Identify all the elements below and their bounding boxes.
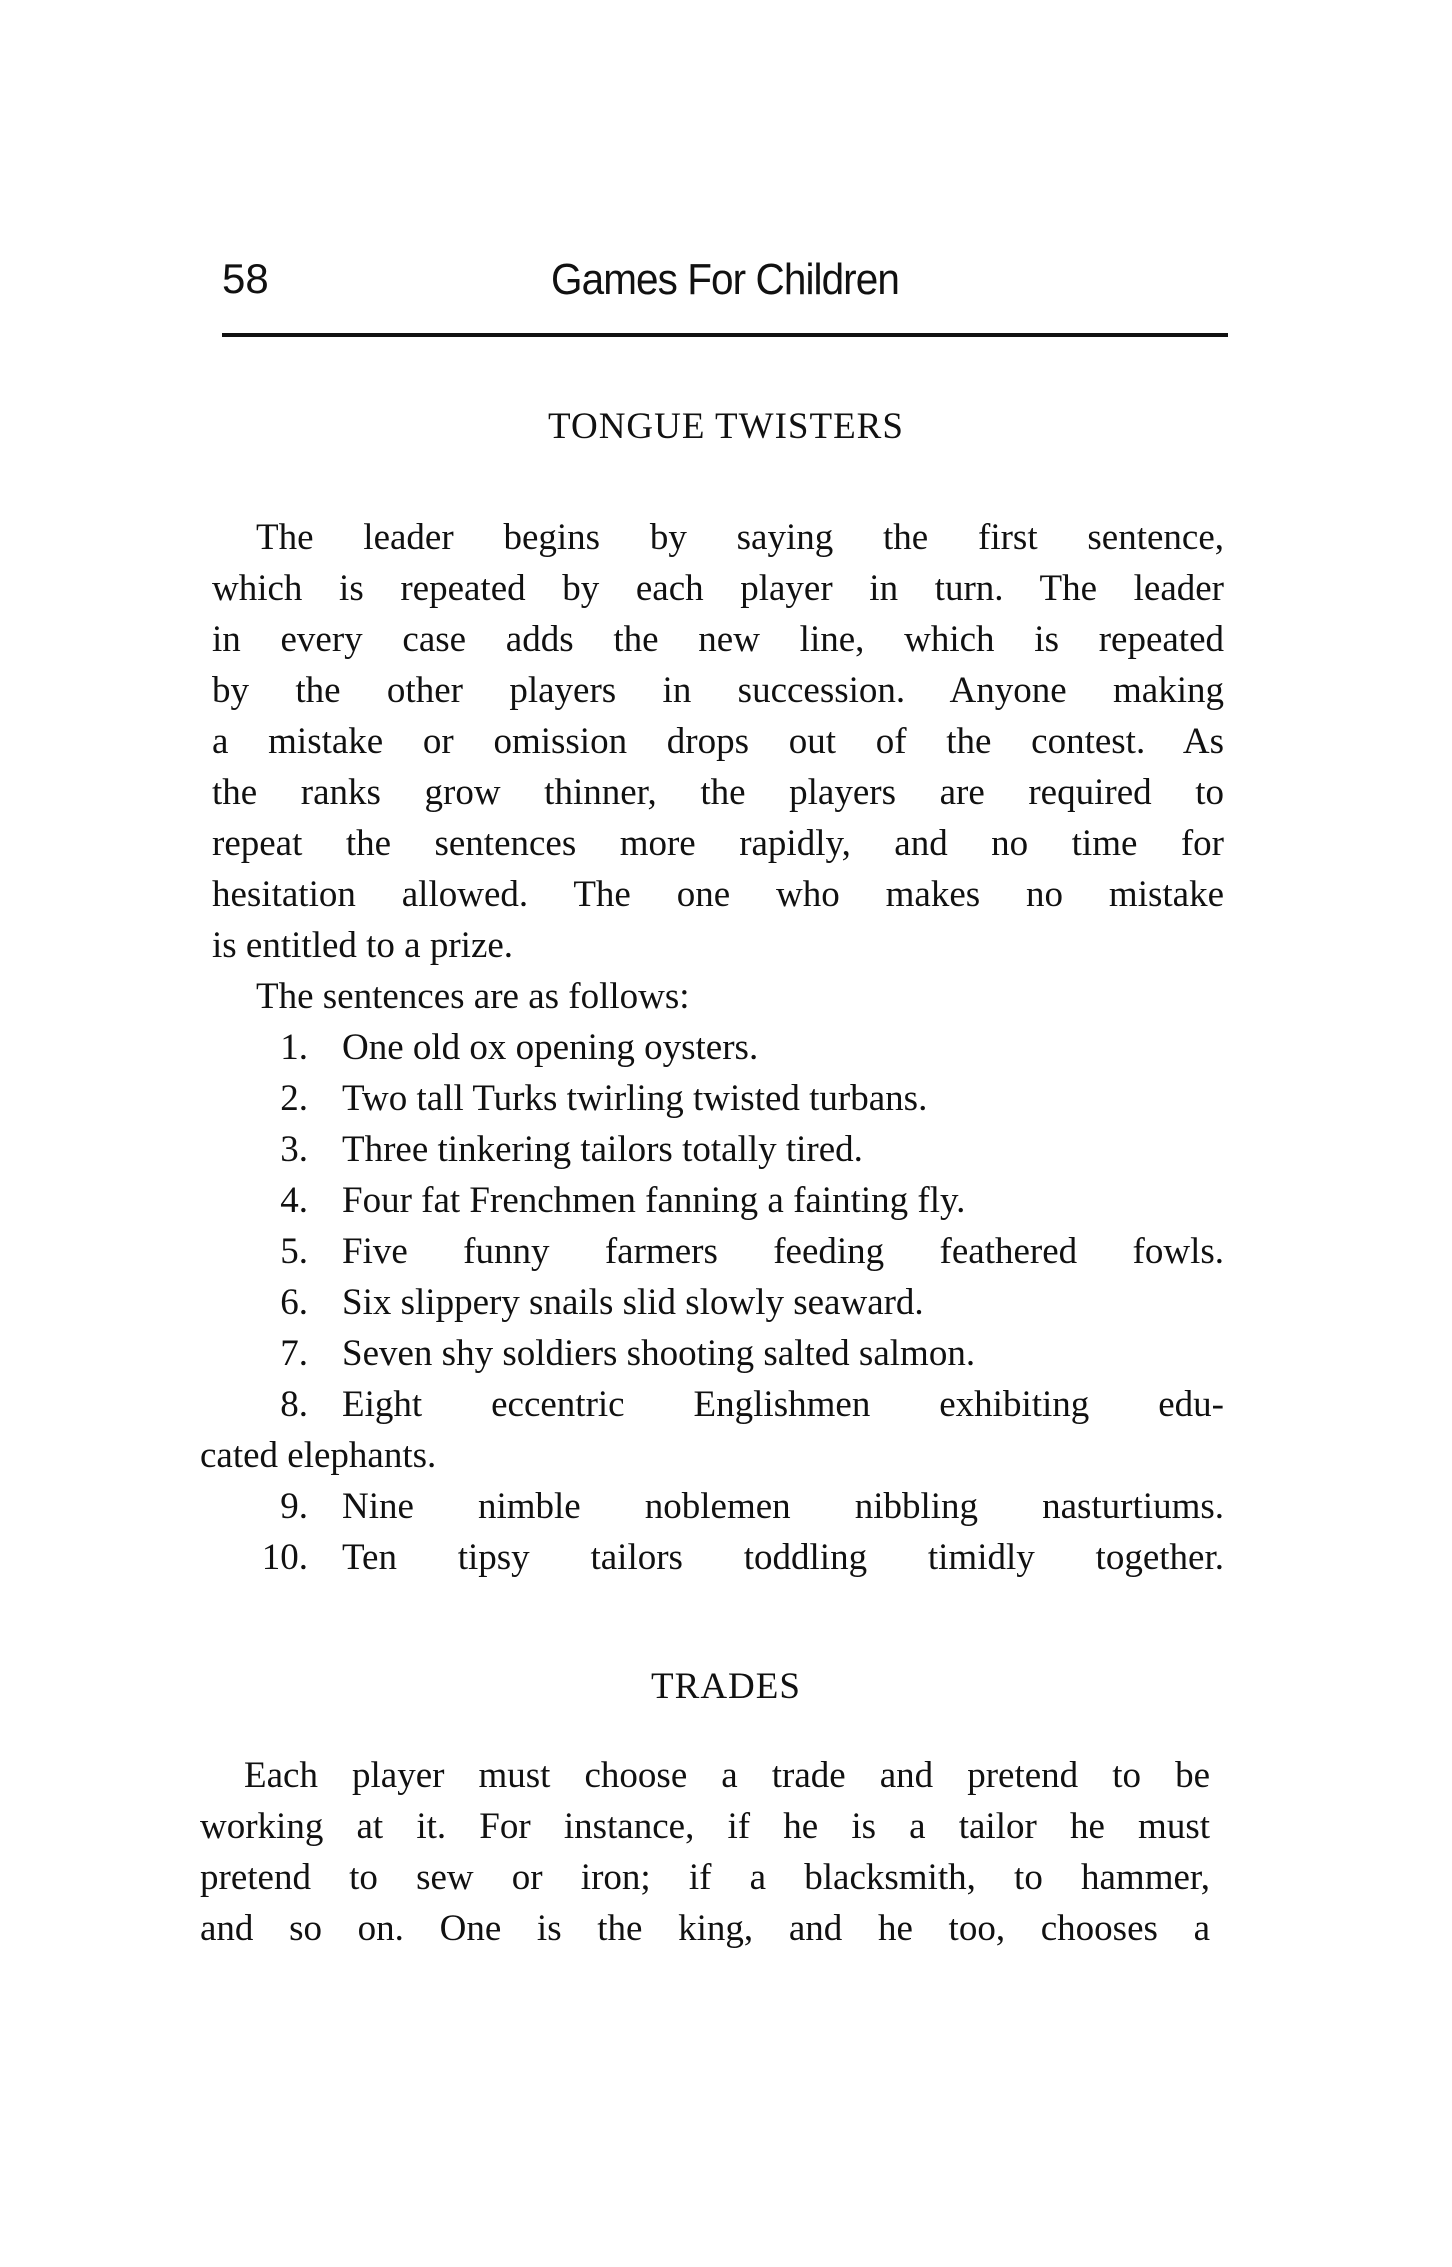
list-item	[212, 1379, 1224, 1430]
trades-paragraph	[200, 1750, 1210, 1954]
running-title: Games For Children	[551, 255, 899, 304]
tongue-twisters-paragraph	[200, 512, 1224, 1583]
item-number: 8.	[280, 1384, 308, 1425]
paragraph-line: the ranks grow thinner, the players are required to	[212, 772, 1224, 813]
paragraph-line: which is repeated by each player in turn. The leader	[212, 568, 1224, 609]
item-number: 6.	[280, 1282, 308, 1323]
list-item	[212, 1277, 1224, 1328]
paragraph-line: The leader begins by saying the first sentence,	[256, 517, 1224, 558]
running-header	[222, 255, 1228, 315]
item-text: Ten tipsy tailors toddling timidly together.	[342, 1537, 1224, 1578]
item-text: One old ox opening oysters.	[342, 1027, 759, 1068]
item-text: Seven shy soldiers shooting salted salmon.	[342, 1333, 976, 1374]
paragraph-line: by the other players in succession. Anyone making	[212, 670, 1224, 711]
item-number: 1.	[280, 1027, 308, 1068]
item-number: 4.	[280, 1180, 308, 1221]
item-number: 2.	[280, 1078, 308, 1119]
list-intro: The sentences are as follows:	[256, 976, 690, 1017]
item-number: 10.	[261, 1537, 308, 1578]
list-item	[212, 1226, 1224, 1277]
paragraph-line: and so on. One is the king, and he too, chooses a	[200, 1908, 1210, 1949]
section-heading-tongue-twisters: TONGUE TWISTERS	[548, 406, 904, 447]
list-item	[212, 1124, 1224, 1175]
item-text: Six slippery snails slid slowly seaward.	[342, 1282, 924, 1323]
paragraph-line: a mistake or omission drops out of the contest. As	[212, 721, 1224, 762]
item-continuation: cated elephants.	[200, 1435, 437, 1476]
item-number: 3.	[280, 1129, 308, 1170]
item-number: 5.	[280, 1231, 308, 1272]
item-text: Three tinkering tailors totally tired.	[342, 1129, 863, 1170]
list-item	[212, 1532, 1224, 1583]
header-rule	[222, 333, 1228, 337]
paragraph-line: pretend to sew or iron; if a blacksmith, to hammer,	[200, 1857, 1210, 1898]
tongue-twister-list	[200, 1022, 1224, 1583]
item-text: Four fat Frenchmen fanning a fainting fly.	[342, 1180, 966, 1221]
item-text: Nine nimble noblemen nibbling nasturtiums.	[342, 1486, 1224, 1527]
paragraph-line: working at it. For instance, if he is a tailor he must	[200, 1806, 1210, 1847]
item-text: Two tall Turks twirling twisted turbans.	[342, 1078, 928, 1119]
list-item	[212, 1073, 1224, 1124]
list-item	[212, 1481, 1224, 1532]
paragraph-line: hesitation allowed. The one who makes no mistake	[212, 874, 1224, 915]
item-text: Eight eccentric Englishmen exhibiting edu-	[342, 1384, 1224, 1425]
paragraph-line: in every case adds the new line, which is repeated	[212, 619, 1224, 660]
item-text: Five funny farmers feeding feathered fowls.	[342, 1231, 1224, 1272]
list-item	[212, 1175, 1224, 1226]
page-number: 58	[222, 255, 269, 302]
paragraph-line: is entitled to a prize.	[212, 925, 514, 966]
paragraph-line: repeat the sentences more rapidly, and no time for	[212, 823, 1224, 864]
list-item	[212, 1328, 1224, 1379]
paragraph-line: Each player must choose a trade and pretend to be	[244, 1755, 1210, 1796]
item-number: 7.	[280, 1333, 308, 1374]
item-number: 9.	[280, 1486, 308, 1527]
list-item	[212, 1022, 1224, 1073]
section-heading-trades: TRADES	[651, 1666, 801, 1707]
